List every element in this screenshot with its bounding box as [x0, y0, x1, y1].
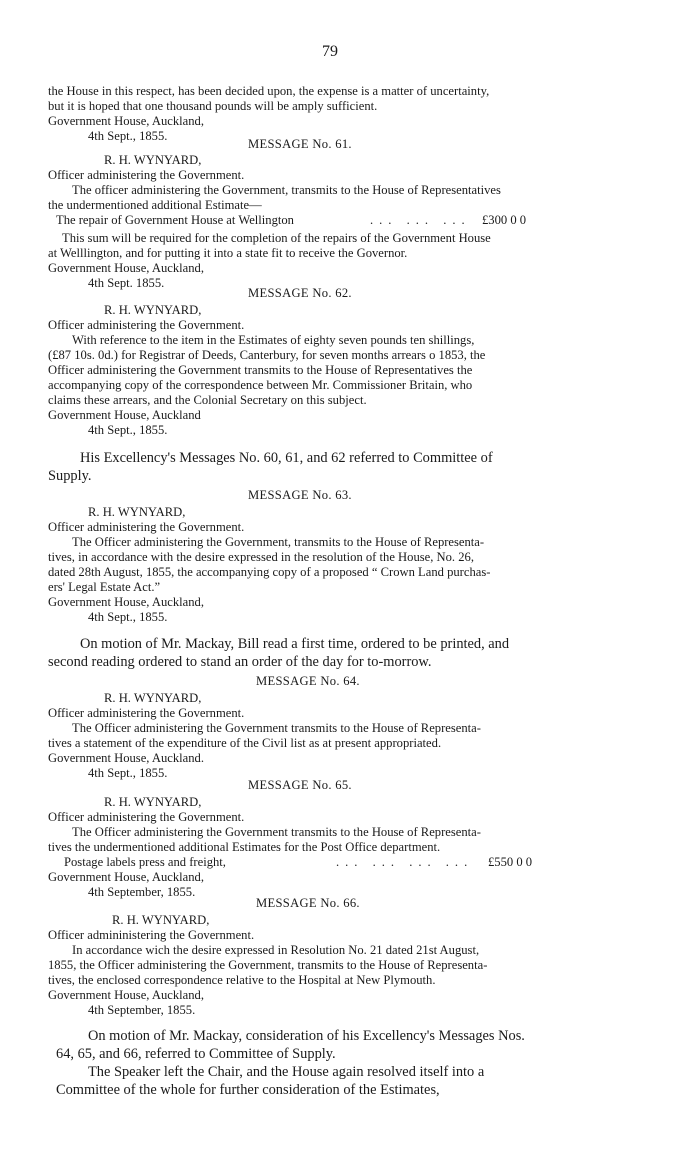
date-line: 4th Sept. 1855.: [88, 276, 165, 290]
text-line: Officer administering the Government.: [48, 810, 245, 824]
message-heading: MESSAGE No. 65.: [248, 778, 352, 792]
estimate-amount: £300 0 0: [482, 213, 527, 227]
text-line: the House in this respect, has been decided upon, the expense is a matter of uncertainty,: [48, 84, 490, 98]
text-line: Supply.: [48, 468, 92, 484]
text-line: Officer administering the Government.: [48, 520, 245, 534]
text-line: but it is hoped that one thousand pounds will be amply sufficient.: [48, 99, 378, 113]
signature-name: R. H. WYNYARD,: [104, 795, 202, 809]
text-line: The Officer administering the Government, transmits to the House of Representa-: [72, 535, 485, 549]
text-line: Officer admininistering the Government.: [48, 928, 255, 942]
estimate-item: The repair of Government House at Wellington: [56, 213, 294, 227]
text-line: The Speaker left the Chair, and the House again resolved itself into a: [88, 1064, 485, 1080]
date-line: 4th Sept., 1855.: [88, 423, 168, 437]
date-line: 4th September, 1855.: [88, 1003, 196, 1017]
text-line: With reference to the item in the Estimates of eighty seven pounds ten shillings,: [72, 333, 475, 347]
text-line: On motion of Mr. Mackay, consideration of his Excellency's Messages Nos.: [88, 1028, 525, 1044]
date-line: 4th Sept., 1855.: [88, 129, 168, 143]
date-line: 4th September, 1855.: [88, 885, 196, 899]
text-line: accompanying copy of the correspondence between Mr. Commissioner Britain, who: [48, 378, 473, 392]
text-line: 64, 65, and 66, referred to Committee of Supply.: [56, 1046, 336, 1062]
text-line: This sum will be required for the completion of the repairs of the Government House: [62, 231, 491, 245]
text-line: tives, in accordance with the desire expressed in the resolution of the House, No. 26,: [48, 550, 474, 564]
signature-name: R. H. WYNYARD,: [88, 505, 186, 519]
dot-leader: ... ... ... ...: [336, 855, 474, 869]
text-line: The Officer administering the Government transmits to the House of Representa-: [72, 825, 481, 839]
text-line: Government House, Auckland: [48, 408, 201, 422]
text-line: Government House, Auckland.: [48, 751, 204, 765]
text-line: Committee of the whole for further consideration of the Estimates,: [56, 1082, 440, 1098]
text-line: Officer administering the Government.: [48, 318, 245, 332]
text-line: Officer administering the Government.: [48, 706, 245, 720]
text-line: Officer administering the Government.: [48, 168, 245, 182]
message-heading: MESSAGE No. 63.: [248, 488, 352, 502]
message-heading: MESSAGE No. 64.: [256, 674, 360, 688]
text-line: claims these arrears, and the Colonial Secretary on this subject.: [48, 393, 367, 407]
text-line: at Welllington, and for putting it into a state fit to receive the Governor.: [48, 246, 408, 260]
page-number: 79: [322, 43, 338, 60]
text-line: tives the undermentioned additional Estimates for the Post Office department.: [48, 840, 441, 854]
text-line: tives a statement of the expenditure of the Civil list as at present appropriated.: [48, 736, 442, 750]
text-line: Government House, Auckland,: [48, 988, 204, 1002]
date-line: 4th Sept., 1855.: [88, 610, 168, 624]
estimate-amount: £550 0 0: [488, 855, 533, 869]
text-line: the undermentioned additional Estimate—: [48, 198, 262, 212]
message-heading: MESSAGE No. 66.: [256, 896, 360, 910]
dot-leader: ... ... ...: [370, 213, 471, 227]
text-line: Government House, Auckland,: [48, 870, 204, 884]
signature-name: R. H. WYNYARD,: [104, 303, 202, 317]
text-line: The officer administering the Government, transmits to the House of Representatives: [72, 183, 501, 197]
estimate-item: Postage labels press and freight,: [64, 855, 226, 869]
text-line: Officer administering the Government transmits to the House of Representatives the: [48, 363, 473, 377]
text-line: Government House, Auckland,: [48, 261, 204, 275]
text-line: 1855, the Officer administering the Government, transmits to the House of Representa-: [48, 958, 488, 972]
date-line: 4th Sept., 1855.: [88, 766, 168, 780]
text-line: Government House, Auckland,: [48, 595, 204, 609]
signature-name: R. H. WYNYARD,: [104, 153, 202, 167]
signature-name: R. H. WYNYARD,: [104, 691, 202, 705]
text-line: (£87 10s. 0d.) for Registrar of Deeds, Canterbury, for seven months arrears o 1853, the: [48, 348, 486, 362]
text-line: On motion of Mr. Mackay, Bill read a first time, ordered to be printed, and: [80, 636, 510, 652]
text-line: His Excellency's Messages No. 60, 61, and 62 referred to Committee of: [80, 450, 493, 466]
message-heading: MESSAGE No. 61.: [248, 137, 352, 151]
text-line: dated 28th August, 1855, the accompanying copy of a proposed “ Crown Land purchas-: [48, 565, 491, 579]
signature-name: R. H. WYNYARD,: [112, 913, 210, 927]
text-line: The Officer administering the Government transmits to the House of Representa-: [72, 721, 481, 735]
text-line: In accordance wich the desire expressed in Resolution No. 21 dated 21st August,: [72, 943, 480, 957]
text-line: ers' Legal Estate Act.”: [48, 580, 161, 594]
text-line: tives, the enclosed correspondence relative to the Hospital at New Plymouth.: [48, 973, 436, 987]
text-line: Government House, Auckland,: [48, 114, 204, 128]
message-heading: MESSAGE No. 62.: [248, 286, 352, 300]
text-line: second reading ordered to stand an order of the day for to-morrow.: [48, 654, 432, 670]
